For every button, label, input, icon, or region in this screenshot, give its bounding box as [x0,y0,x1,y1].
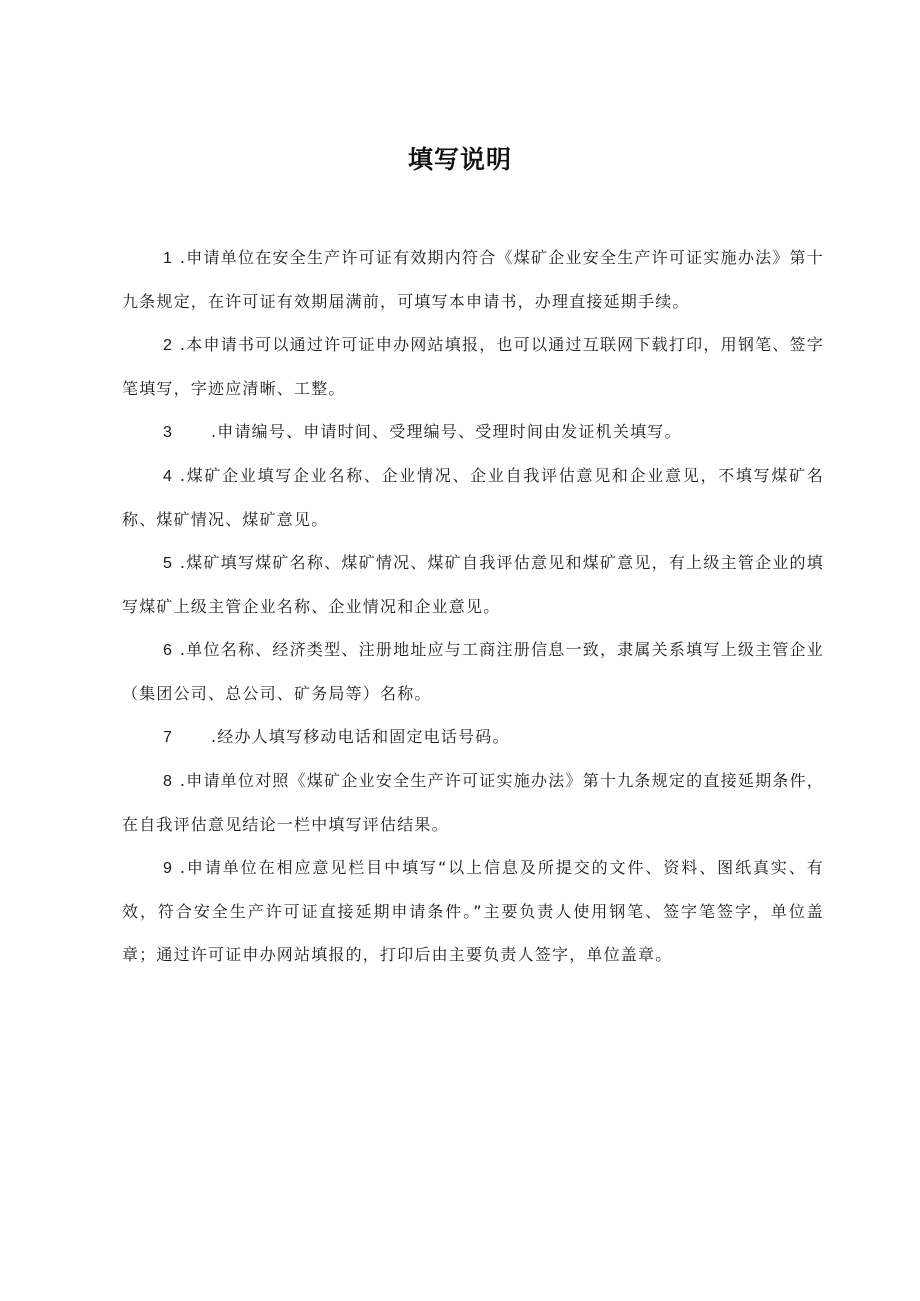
item-text: .煤矿企业填写企业名称、企业情况、企业自我评估意见和企业意见，不填写煤矿名称、煤矿情况、煤矿意见。 [122,466,824,529]
item-text: .煤矿填写煤矿名称、煤矿情况、煤矿自我评估意见和煤矿意见，有上级主管企业的填写煤矿上级主管企业名称、企业情况和企业意见。 [122,553,824,616]
item-number: 2 [163,337,172,354]
item-number: 8 [163,773,172,790]
instruction-item-6 [122,628,824,715]
item-number: 7 [163,729,172,746]
item-text: .申请单位对照《煤矿企业安全生产许可证实施办法》第十九条规定的直接延期条件，在自我评估意见结论一栏中填写评估结果。 [122,771,824,834]
item-text: .经办人填写移动电话和固定电话号码。 [211,727,510,746]
item-text: .申请单位在安全生产许可证有效期内符合《煤矿企业安全生产许可证实施办法》第十九条规定，在许可证有效期届满前，可填写本申请书，办理直接延期手续。 [122,248,824,311]
item-text: .本申请书可以通过许可证申办网站填报，也可以通过互联网下载打印，用钢笔、签字笔填写，字迹应清晰、工整。 [122,335,824,398]
item-text: .申请单位在相应意见栏目中填写“以上信息及所提交的文件、资料、图纸真实、有效，符合安全生产许可证直接延期申请条件。”主要负责人使用钢笔、签字笔签字，单位盖章；通过许可证申办网站填报的，打印后由主要负责人签字，单位盖章。 [122,858,824,964]
instruction-item-1 [122,236,824,323]
instruction-item-2 [122,323,824,410]
item-number: 1 [163,250,172,267]
instruction-item-3 [122,410,824,454]
instruction-item-5 [122,541,824,628]
instruction-item-4 [122,454,824,541]
instruction-item-7 [122,715,824,759]
page-title: 填写说明 [407,145,512,174]
instruction-item-9 [122,846,824,976]
item-text: .单位名称、经济类型、注册地址应与工商注册信息一致，隶属关系填写上级主管企业（集团公司、总公司、矿务局等）名称。 [122,640,824,703]
item-number: 4 [163,468,172,485]
item-number: 3 [163,424,172,441]
instruction-list [122,236,824,976]
instruction-item-8 [122,759,824,846]
item-number: 6 [163,642,172,659]
item-text: .申请编号、申请时间、受理编号、受理时间由发证机关填写。 [211,422,682,441]
item-number: 5 [163,555,172,572]
item-number: 9 [163,860,172,877]
